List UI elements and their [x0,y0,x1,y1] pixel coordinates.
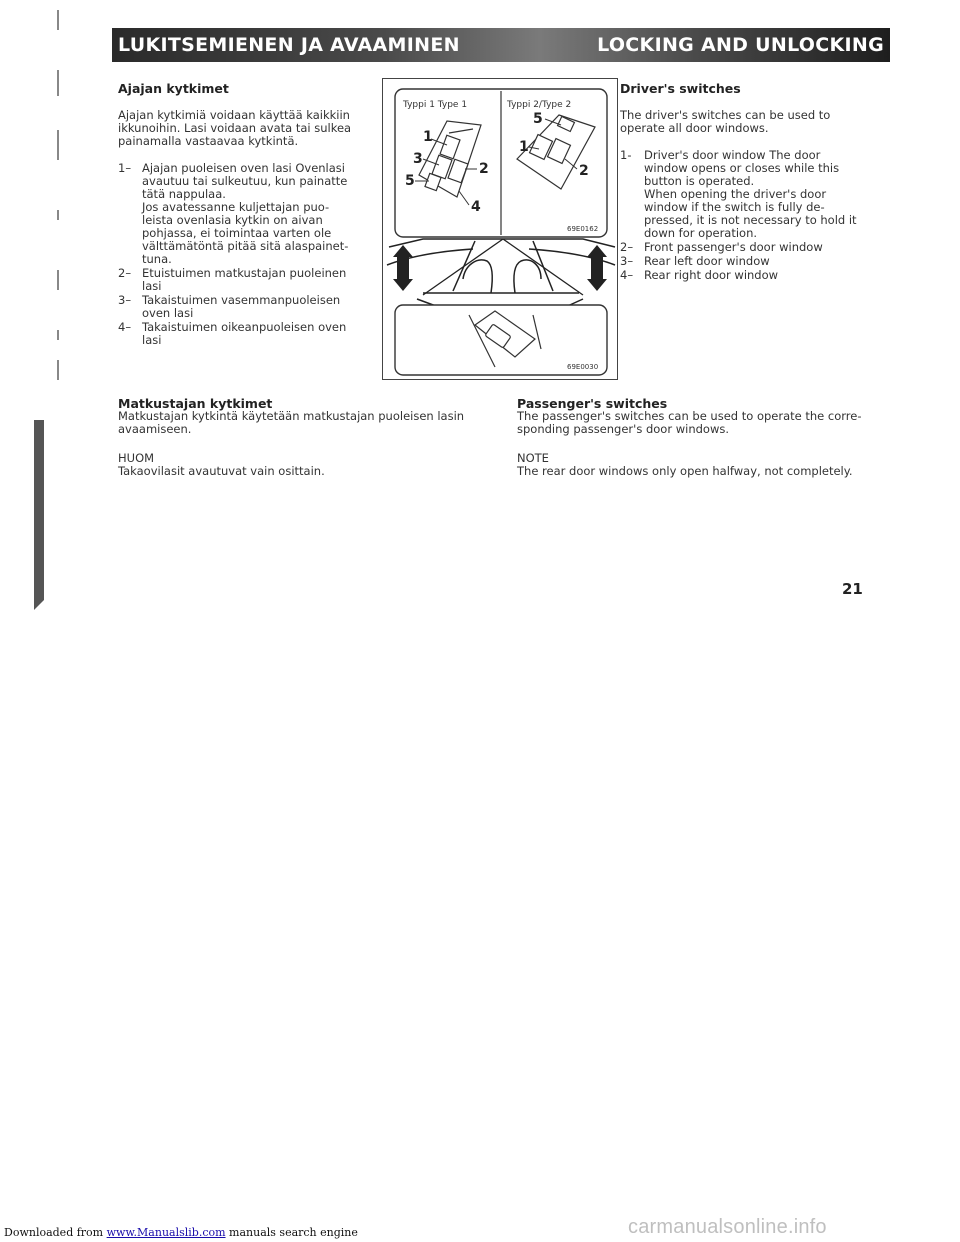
manualslib-link[interactable]: www.Manualslib.com [106,1226,226,1239]
label-type1: Typpi 1 Type 1 [403,100,468,110]
door-arrow-left-icon [393,245,413,291]
note-text-en: The rear door windows only open halfway, not completely. [517,464,853,478]
list-item: 1- Driver's door window The door window opens or closes while this button is operated. When opening the driver's door window if the switch is fully de- pressed, it is not necessary to hold it down for operation. [620,148,857,240]
right-list [620,149,886,282]
passenger-text-fi: Matkustajan kytkintä käytetään matkustajan puoleisen lasin avaamiseen. [118,409,465,436]
list-item: 4– Takaistuimen oikeanpuoleisen oven lasi [118,320,347,347]
passenger-section-fi [118,397,498,478]
watermark: carmanualsonline.info [628,1216,827,1238]
figure-code-top: 69E0162 [567,225,599,233]
callout-5: 5 [405,173,415,189]
figure-code-bottom: 69E0030 [567,363,599,371]
note-text-fi: Takaovilasit avautuvat vain osittain. [118,464,325,478]
right-column [620,82,886,283]
section-banner [112,28,890,62]
left-intro: Ajajan kytkimiä voidaan käyttää kaikkiin ikkunoihin. Lasi voidaan avata tai sulkea painamalla vastaavaa kytkintä. [118,108,352,148]
callout-1: 1 [519,139,529,155]
passenger-heading-fi: Matkustajan kytkimet [118,396,273,411]
scan-edge-marks [28,0,68,620]
note-label-fi: HUOM [118,451,155,465]
window-switch-diagram [382,78,618,380]
passenger-heading-en: Passenger's switches [517,396,668,411]
list-item: 1– Ajajan puoleisen oven lasi Ovenlasi avautuu tai sulkeutuu, kun painatte tätä nappulaa. Jos avatessanne kuljettajan puo- leista ovenlasia kytkin on aivan pohjassa, ei toimintaa varten ole välttämätöntä pitää sitä alaspainet- tuna. [118,161,349,266]
footer: Downloaded from www.Manualslib.com manuals search engine [4,1226,358,1239]
page-number: 21 [842,580,863,598]
diagram-drawing [383,79,619,381]
list-item: 2– Etuistuimen matkustajan puoleinen lasi [118,266,347,293]
left-column [118,82,362,348]
callout-4: 4 [471,199,481,215]
callout-3: 3 [413,151,423,167]
label-type2: Typpi 2/Type 2 [507,100,572,110]
callout-2: 2 [579,163,589,179]
car-interior [387,239,615,293]
passenger-text-en: The passenger's switches can be used to operate the corre- sponding passenger's door windows. [517,409,862,436]
callout-1: 1 [423,129,433,145]
right-intro: The driver's switches can be used to operate all door windows. [620,108,831,135]
passenger-section-en [517,397,897,478]
title-finnish: LUKITSEMIENEN JA AVAAMINEN [118,34,460,56]
list-item: 3– Takaistuimen vasemmanpuoleisen oven lasi [118,293,341,320]
callout-2: 2 [479,161,489,177]
callout-5: 5 [533,111,543,127]
list-item: 3– Rear left door window [620,254,770,268]
left-list [118,162,362,347]
door-arrow-right-icon [587,245,607,291]
list-item: 2– Front passenger's door window [620,240,823,254]
list-item: 4– Rear right door window [620,268,779,282]
title-english: LOCKING AND UNLOCKING [597,34,884,56]
right-heading: Driver's switches [620,81,741,96]
left-heading: Ajajan kytkimet [118,81,229,96]
note-label-en: NOTE [517,451,549,465]
